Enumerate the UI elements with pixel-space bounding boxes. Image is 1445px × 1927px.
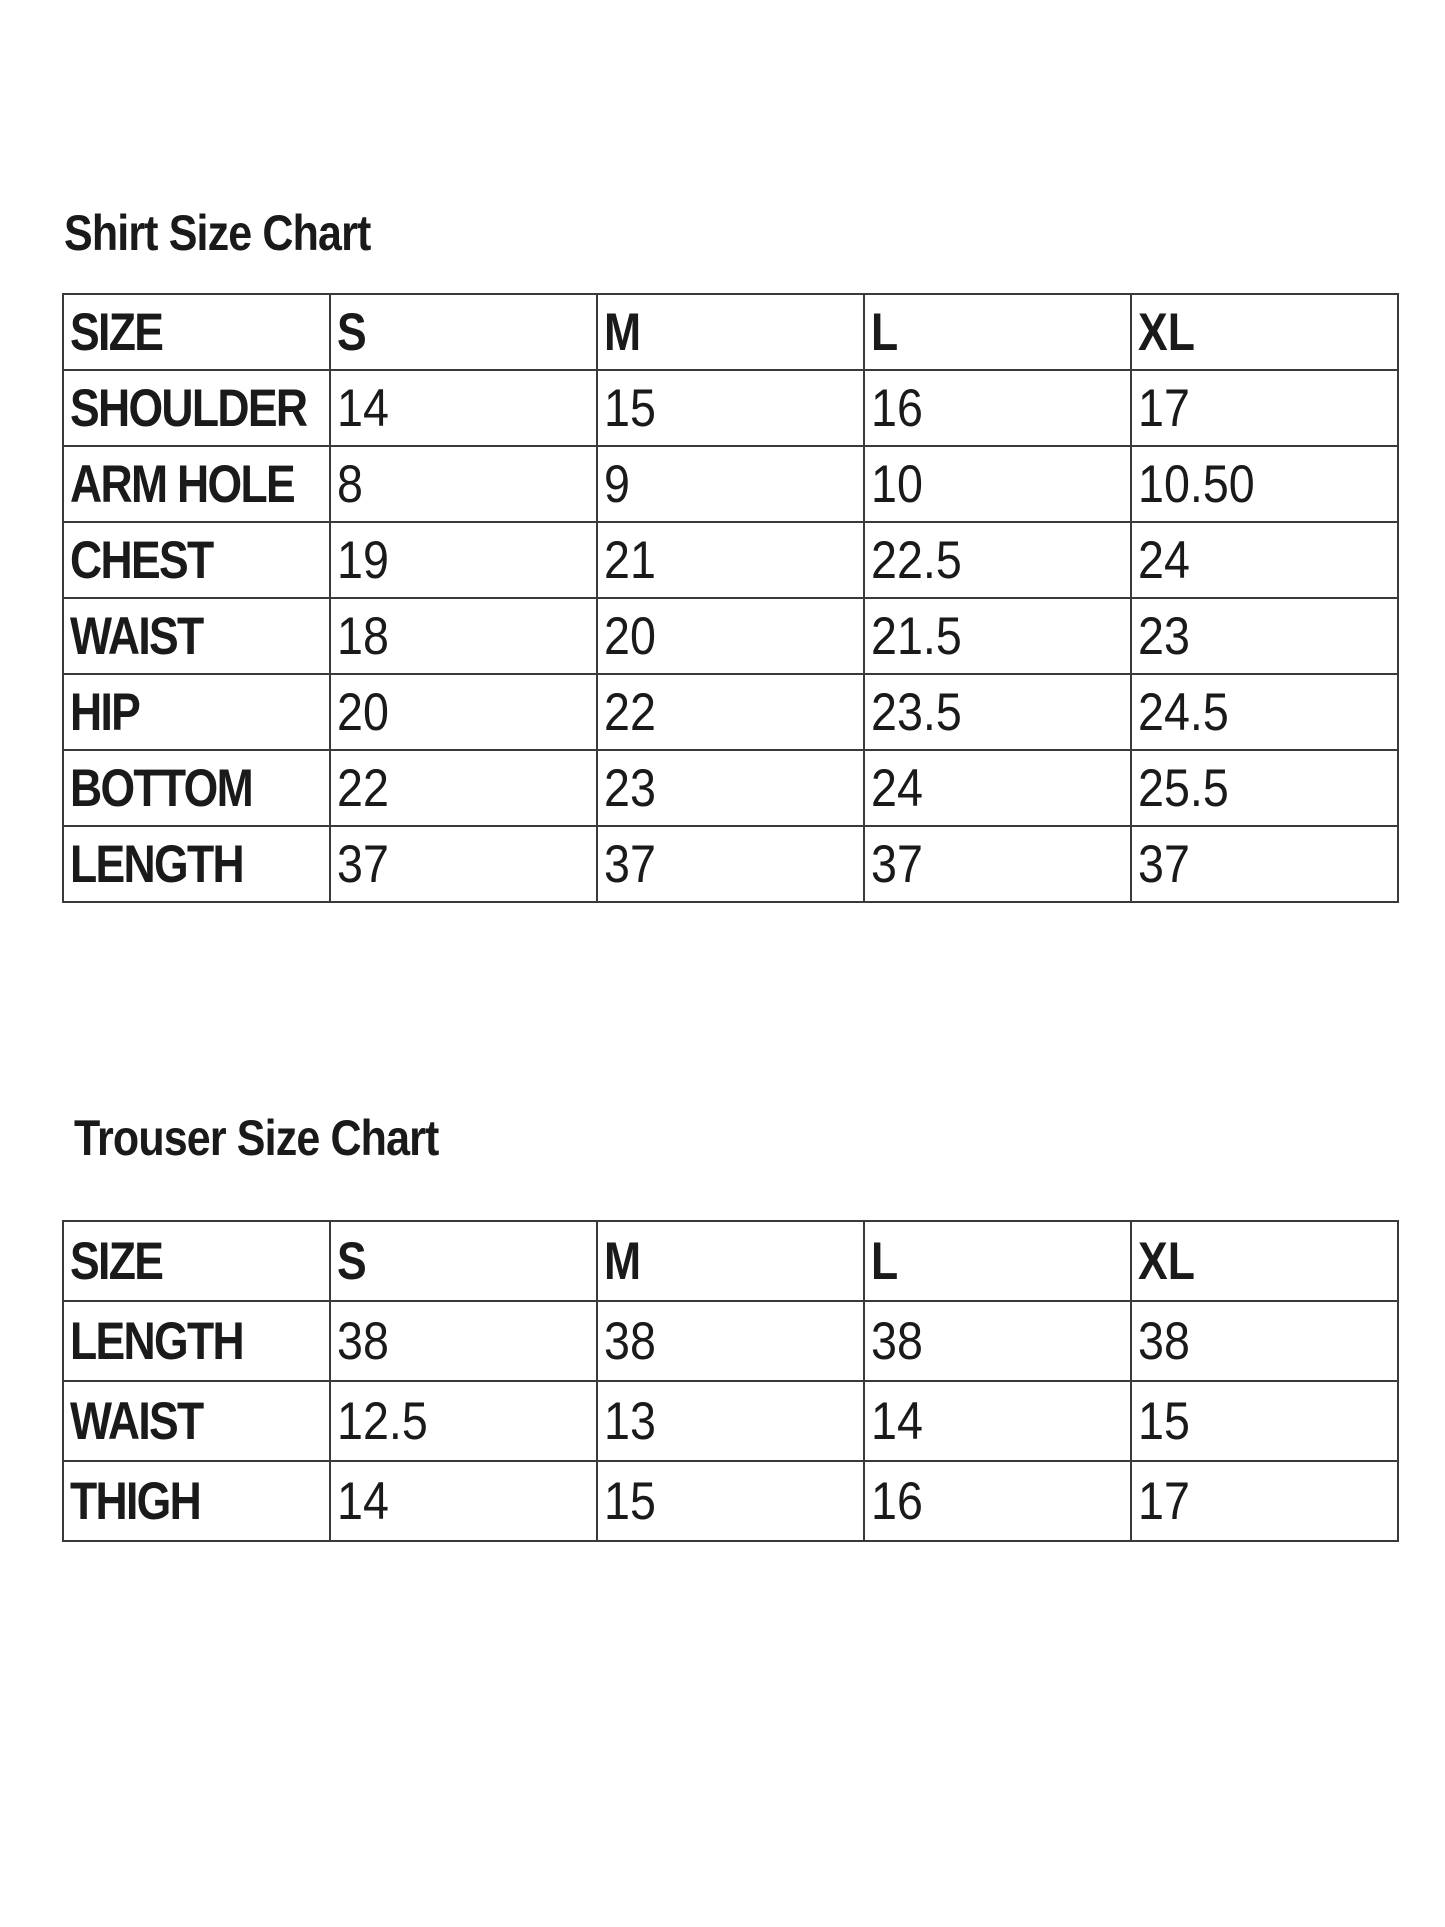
shirt-row-label bbox=[63, 598, 330, 674]
shirt-value-text: 20 bbox=[604, 606, 656, 666]
shirt-row-label bbox=[63, 446, 330, 522]
shirt-row-label bbox=[63, 674, 330, 750]
trouser-row-label bbox=[63, 1381, 330, 1461]
shirt-value-text: 22.5 bbox=[871, 530, 962, 590]
shirt-value-cell bbox=[1131, 522, 1398, 598]
trouser-value-text: 14 bbox=[337, 1471, 389, 1531]
shirt-table-row bbox=[63, 598, 1398, 674]
shirt-row-label bbox=[63, 370, 330, 446]
shirt-value-cell bbox=[330, 826, 597, 902]
shirt-header-text: L bbox=[871, 302, 899, 362]
trouser-value-text: 38 bbox=[1138, 1311, 1190, 1371]
shirt-table-row bbox=[63, 750, 1398, 826]
shirt-header-text: SIZE bbox=[70, 302, 163, 362]
shirt-value-cell bbox=[597, 750, 864, 826]
shirt-value-cell bbox=[864, 522, 1131, 598]
shirt-row-label-text: CHEST bbox=[70, 530, 213, 590]
shirt-value-text: 23 bbox=[1138, 606, 1190, 666]
shirt-value-text: 37 bbox=[871, 834, 923, 894]
trouser-header-text: S bbox=[337, 1231, 367, 1291]
shirt-value-text: 10.50 bbox=[1138, 454, 1255, 514]
shirt-value-cell bbox=[597, 826, 864, 902]
trouser-header-cell bbox=[597, 1221, 864, 1301]
trouser-value-cell bbox=[330, 1381, 597, 1461]
shirt-value-cell bbox=[597, 446, 864, 522]
trouser-value-cell bbox=[597, 1381, 864, 1461]
shirt-header-text: XL bbox=[1138, 302, 1195, 362]
shirt-row-label bbox=[63, 826, 330, 902]
shirt-value-cell bbox=[864, 826, 1131, 902]
shirt-row-label-text: BOTTOM bbox=[70, 758, 253, 818]
shirt-value-cell bbox=[1131, 446, 1398, 522]
trouser-value-cell bbox=[330, 1461, 597, 1541]
shirt-value-cell bbox=[597, 674, 864, 750]
shirt-value-text: 9 bbox=[604, 454, 630, 514]
shirt-value-cell bbox=[330, 598, 597, 674]
trouser-row-label-text: THIGH bbox=[70, 1471, 201, 1531]
trouser-row-label-text: LENGTH bbox=[70, 1311, 243, 1371]
shirt-value-cell bbox=[864, 674, 1131, 750]
shirt-header-text: M bbox=[604, 302, 642, 362]
shirt-table-row bbox=[63, 446, 1398, 522]
trouser-value-text: 14 bbox=[871, 1391, 923, 1451]
shirt-value-cell bbox=[330, 674, 597, 750]
trouser-value-cell bbox=[864, 1301, 1131, 1381]
trouser-value-text: 38 bbox=[604, 1311, 656, 1371]
shirt-value-cell bbox=[864, 750, 1131, 826]
shirt-header-cell bbox=[597, 294, 864, 370]
trouser-header-text: XL bbox=[1138, 1231, 1195, 1291]
shirt-value-cell bbox=[1131, 674, 1398, 750]
shirt-value-cell bbox=[330, 750, 597, 826]
shirt-row-label-text: HIP bbox=[70, 682, 140, 742]
trouser-value-text: 38 bbox=[337, 1311, 389, 1371]
shirt-value-text: 22 bbox=[337, 758, 389, 818]
shirt-table-row bbox=[63, 826, 1398, 902]
shirt-header-cell bbox=[864, 294, 1131, 370]
shirt-row-label-text: LENGTH bbox=[70, 834, 243, 894]
trouser-header-text: M bbox=[604, 1231, 642, 1291]
trouser-value-cell bbox=[864, 1381, 1131, 1461]
trouser-header-cell bbox=[1131, 1221, 1398, 1301]
shirt-row-label-text: SHOULDER bbox=[70, 378, 307, 438]
shirt-table-row bbox=[63, 674, 1398, 750]
trouser-header-row bbox=[63, 1221, 1398, 1301]
shirt-value-cell bbox=[1131, 598, 1398, 674]
shirt-header-text: S bbox=[337, 302, 367, 362]
shirt-value-text: 18 bbox=[337, 606, 389, 666]
trouser-header-cell bbox=[63, 1221, 330, 1301]
trouser-header-cell bbox=[864, 1221, 1131, 1301]
trouser-value-text: 15 bbox=[604, 1471, 656, 1531]
shirt-value-text: 20 bbox=[337, 682, 389, 742]
trouser-value-text: 13 bbox=[604, 1391, 656, 1451]
shirt-value-text: 37 bbox=[337, 834, 389, 894]
shirt-value-text: 24.5 bbox=[1138, 682, 1229, 742]
shirt-value-cell bbox=[597, 598, 864, 674]
shirt-table-row bbox=[63, 370, 1398, 446]
trouser-value-text: 12.5 bbox=[337, 1391, 428, 1451]
trouser-size-table bbox=[62, 1220, 1399, 1542]
shirt-value-text: 16 bbox=[871, 378, 923, 438]
shirt-header-cell bbox=[1131, 294, 1398, 370]
trouser-value-cell bbox=[597, 1461, 864, 1541]
trouser-value-cell bbox=[1131, 1461, 1398, 1541]
trouser-row-label bbox=[63, 1461, 330, 1541]
shirt-row-label-text: WAIST bbox=[70, 606, 203, 666]
shirt-header-cell bbox=[63, 294, 330, 370]
trouser-value-cell bbox=[1131, 1301, 1398, 1381]
shirt-table-row bbox=[63, 522, 1398, 598]
shirt-value-cell bbox=[1131, 370, 1398, 446]
trouser-value-cell bbox=[864, 1461, 1131, 1541]
shirt-value-text: 24 bbox=[1138, 530, 1190, 590]
shirt-chart-title: Shirt Size Chart bbox=[64, 205, 371, 261]
trouser-row-label-text: WAIST bbox=[70, 1391, 203, 1451]
shirt-value-cell bbox=[1131, 826, 1398, 902]
trouser-chart-title: Trouser Size Chart bbox=[74, 1110, 439, 1166]
shirt-value-text: 23 bbox=[604, 758, 656, 818]
trouser-table-row bbox=[63, 1461, 1398, 1541]
trouser-table-row bbox=[63, 1301, 1398, 1381]
shirt-value-cell bbox=[330, 446, 597, 522]
shirt-value-text: 37 bbox=[604, 834, 656, 894]
trouser-value-text: 17 bbox=[1138, 1471, 1190, 1531]
trouser-header-text: L bbox=[871, 1231, 899, 1291]
shirt-value-cell bbox=[864, 370, 1131, 446]
shirt-value-cell bbox=[330, 522, 597, 598]
shirt-value-text: 17 bbox=[1138, 378, 1190, 438]
shirt-value-text: 24 bbox=[871, 758, 923, 818]
trouser-value-cell bbox=[330, 1301, 597, 1381]
shirt-row-label-text: ARM HOLE bbox=[70, 454, 294, 514]
shirt-row-label bbox=[63, 750, 330, 826]
shirt-value-text: 10 bbox=[871, 454, 923, 514]
trouser-value-text: 38 bbox=[871, 1311, 923, 1371]
trouser-value-text: 15 bbox=[1138, 1391, 1190, 1451]
shirt-value-text: 21.5 bbox=[871, 606, 962, 666]
trouser-row-label bbox=[63, 1301, 330, 1381]
shirt-value-text: 25.5 bbox=[1138, 758, 1229, 818]
shirt-value-cell bbox=[597, 522, 864, 598]
shirt-value-cell bbox=[597, 370, 864, 446]
shirt-header-row bbox=[63, 294, 1398, 370]
trouser-header-cell bbox=[330, 1221, 597, 1301]
shirt-value-text: 14 bbox=[337, 378, 389, 438]
shirt-value-text: 15 bbox=[604, 378, 656, 438]
trouser-header-text: SIZE bbox=[70, 1231, 163, 1291]
shirt-value-cell bbox=[864, 598, 1131, 674]
shirt-value-text: 22 bbox=[604, 682, 656, 742]
shirt-value-text: 23.5 bbox=[871, 682, 962, 742]
shirt-value-text: 8 bbox=[337, 454, 363, 514]
shirt-header-cell bbox=[330, 294, 597, 370]
trouser-table-row bbox=[63, 1381, 1398, 1461]
trouser-value-text: 16 bbox=[871, 1471, 923, 1531]
shirt-value-text: 21 bbox=[604, 530, 656, 590]
shirt-value-text: 37 bbox=[1138, 834, 1190, 894]
shirt-value-cell bbox=[1131, 750, 1398, 826]
trouser-value-cell bbox=[597, 1301, 864, 1381]
shirt-value-cell bbox=[864, 446, 1131, 522]
shirt-row-label bbox=[63, 522, 330, 598]
shirt-size-table bbox=[62, 293, 1399, 903]
shirt-value-text: 19 bbox=[337, 530, 389, 590]
trouser-value-cell bbox=[1131, 1381, 1398, 1461]
shirt-value-cell bbox=[330, 370, 597, 446]
